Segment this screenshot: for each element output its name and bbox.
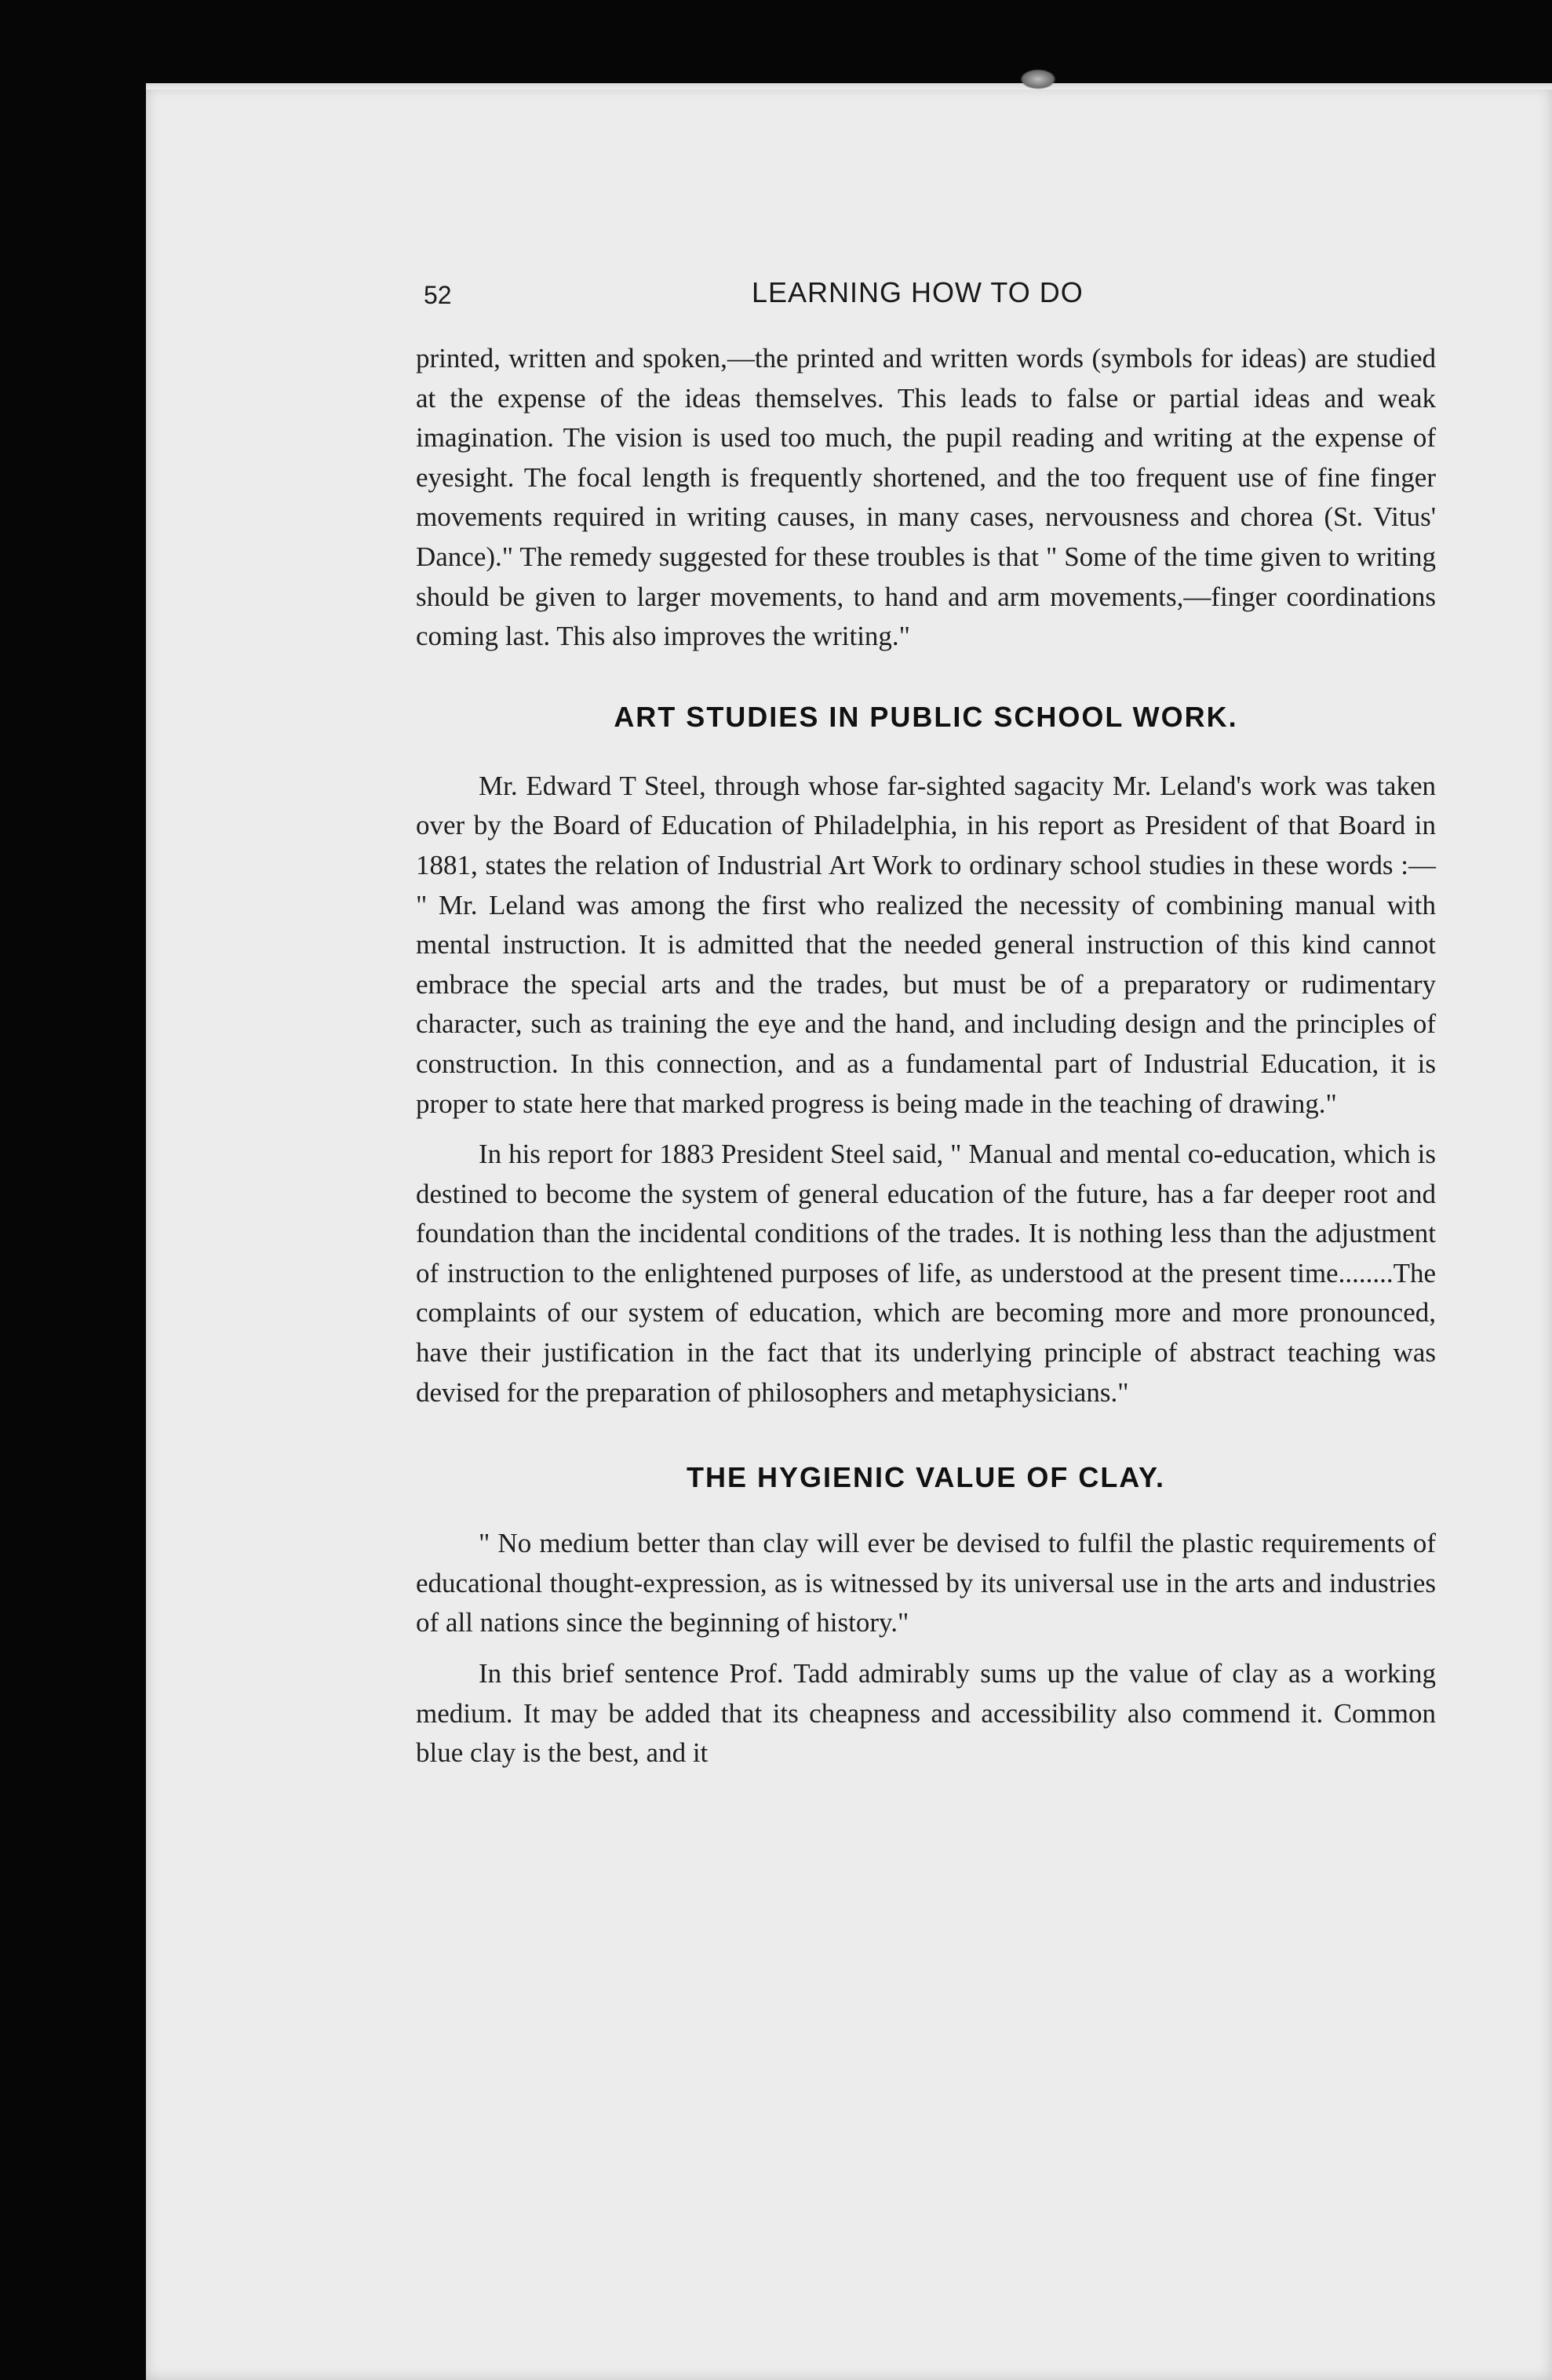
paragraph: printed, written and spoken,—the printed and written words (symbols for ideas) are studied at the expense of the ideas themselves. This leads to false or partial ideas and weak imagination. The vision is used too much, the pupil reading and writing at the expense of eyesight. The focal length is frequently shortened, and the too frequent use of fine finger movements required in writing causes, in many cases, nervousness and chorea (St. Vitus' Dance)." The remedy suggested for these troubles is that " Some of the time given to writing should be given to larger movements, to hand and arm movements,—finger coordinations coming last. This also improves the writing." (416, 343, 1436, 652)
page-edge (146, 83, 1552, 89)
paragraph: In this brief sentence Prof. Tadd admirably sums up the value of clay as a working medium. It may be added that its cheapness and accessibility also commend it. Common blue clay is the best, and it (416, 1658, 1436, 1769)
running-title: LEARNING HOW TO DO (752, 276, 1084, 308)
running-header (424, 275, 1444, 322)
scan-artifact (1020, 69, 1056, 89)
paragraph: Mr. Edward T Steel, through whose far-sighted sagacity Mr. Leland's work was taken over by the Board of Education of Philadelphia, in his report as President of that Board in 1881, states the relation of Industrial Art Work to ordinary school studies in these words :— " Mr. Leland was among the first who realized the necessity of combining manual with mental instruction. It is admitted that the needed general instruction of this kind cannot embrace the special arts and the trades, but must be of a preparatory or rudimentary character, such as training the eye and the hand, and including design and the principles of construction. In this connection, and as a fundamental part of Industrial Education, it is proper to state here that marked progress is being made in the teaching of drawing." (416, 770, 1436, 1119)
page-number: 52 (424, 281, 452, 309)
body-text (416, 339, 1436, 1773)
paragraph: " No medium better than clay will ever be devised to fulfil the plastic requirements of educational thought-expression, as is witnessed by its universal use in the arts and industries of all nations since the beginning of history." (416, 1528, 1436, 1638)
section-heading-hygienic-value: THE HYGIENIC VALUE OF CLAY. (686, 1461, 1166, 1494)
paragraph: In his report for 1883 President Steel said, " Manual and mental co-education, which is destined to become the system of general education of the future, has a far deeper root and foundation than the incidental conditions of the trades. It is nothing less than the adjustment of instruction to the enlightened purposes of life, as understood at the present time........The complaints of our system of education, which are becoming more and more pronounced, have their justification in the fact that its underlying principle of abstract teaching was devised for the preparation of philosophers and metaphysicians." (416, 1139, 1436, 1408)
section-heading-art-studies: ART STUDIES IN PUBLIC SCHOOL WORK. (614, 700, 1238, 733)
